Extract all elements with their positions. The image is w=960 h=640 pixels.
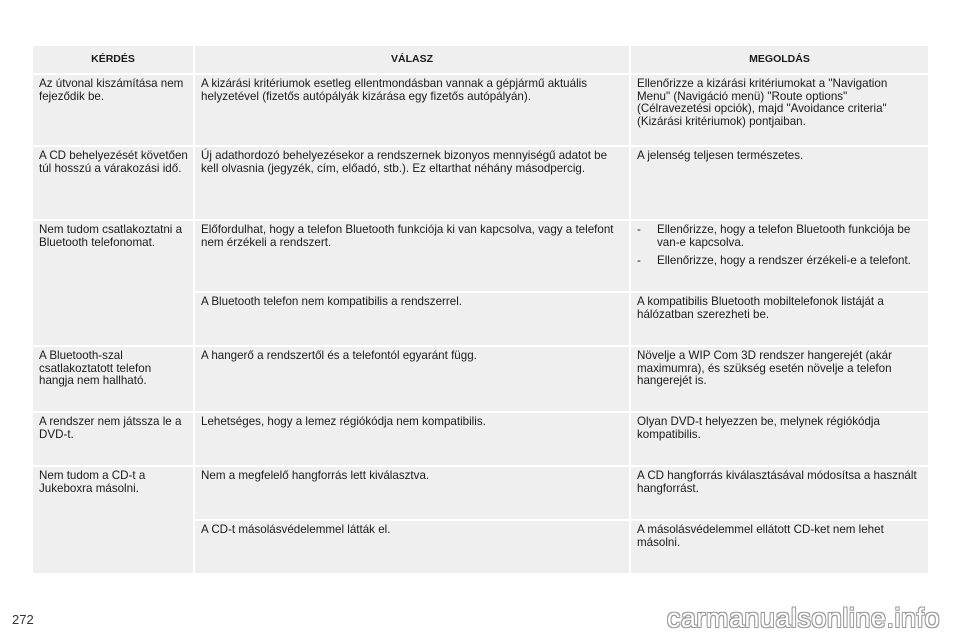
solution-cell: Ellenőrizze a kizárási kritériumokat a "Navigation Menu" (Navigáció menü) "Route options" (Célravezetési opciók), majd "Avoidance criteria" (Kizárási kritériumok) pontjaiban. <box>630 74 929 146</box>
question-cell: Nem tudom csatlakoztatni a Bluetooth telefonomat. <box>32 220 194 346</box>
question-cell: Az útvonal kiszámítása nem fejeződik be. <box>32 74 194 146</box>
solution-cell: Olyan DVD-t helyezzen be, melynek régiókódja kompatibilis. <box>630 412 929 466</box>
table-row <box>32 146 929 220</box>
answer-cell: Előfordulhat, hogy a telefon Bluetooth funkciója ki van kapcsolva, vagy a telefont nem érzékeli a rendszert. <box>194 220 630 292</box>
list-dash: - <box>637 223 641 236</box>
answer-cell: Lehetséges, hogy a lemez régiókódja nem kompatibilis. <box>194 412 630 466</box>
answer-cell: A kizárási kritériumok esetleg ellentmondásban vannak a gépjármű aktuális helyzetével (fizetős autópályák kizárása egy fizetős autópályán). <box>194 74 630 146</box>
table-row <box>32 346 929 412</box>
list-item-text: Ellenőrizze, hogy a rendszer érzékeli-e a telefont. <box>657 254 911 268</box>
table-row <box>32 74 929 146</box>
question-cell: A rendszer nem játssza le a DVD-t. <box>32 412 194 466</box>
question-cell: A Bluetooth-szal csatlakoztatott telefon hangja nem hallható. <box>32 346 194 412</box>
answer-cell: A CD-t másolásvédelemmel látták el. <box>194 520 630 574</box>
solution-cell: A másolásvédelemmel ellátott CD-ket nem lehet másolni. <box>630 520 929 574</box>
answer-cell: A Bluetooth telefon nem kompatibilis a rendszerrel. <box>194 292 630 346</box>
question-cell: A CD behelyezését követően túl hosszú a várakozási idő. <box>32 146 194 220</box>
header-answer: VÁLASZ <box>194 45 630 74</box>
table-row <box>32 466 929 520</box>
answer-cell: Új adathordozó behelyezésekor a rendszernek bizonyos mennyiségű adatot be kell olvasnia (jegyzék, cím, előadó, stb.). Ez eltarthat néhány másodpercig. <box>194 146 630 220</box>
solution-cell: Növelje a WIP Com 3D rendszer hangerejét (akár maximumra), és szükség esetén növelje a telefon hangerejét is. <box>630 346 929 412</box>
troubleshooting-table <box>31 44 930 575</box>
table-row <box>32 412 929 466</box>
header-question: KÉRDÉS <box>32 45 194 74</box>
solution-cell: A jelenség teljesen természetes. <box>630 146 929 220</box>
answer-cell: A hangerő a rendszertől és a telefontól egyaránt függ. <box>194 346 630 412</box>
solution-list <box>637 224 923 268</box>
page-number: 272 <box>12 612 34 627</box>
answer-cell: Nem a megfelelő hangforrás lett kiválasztva. <box>194 466 630 520</box>
solution-cell: A kompatibilis Bluetooth mobiltelefonok listáját a hálózatban szerezheti be. <box>630 292 929 346</box>
solution-cell <box>630 220 929 292</box>
table-header-row <box>32 45 929 74</box>
list-dash: - <box>637 254 641 268</box>
list-item-text: Ellenőrizze, hogy a telefon Bluetooth funkciója be van-e kapcsolva. <box>657 223 911 249</box>
table-row <box>32 220 929 292</box>
list-item <box>637 255 923 268</box>
list-item <box>637 224 923 249</box>
header-solution: MEGOLDÁS <box>630 45 929 74</box>
question-cell: Nem tudom a CD-t a Jukeboxra másolni. <box>32 466 194 574</box>
solution-cell: A CD hangforrás kiválasztásával módosítsa a használt hangforrást. <box>630 466 929 520</box>
watermark: carmanualsonline.info <box>666 603 940 633</box>
